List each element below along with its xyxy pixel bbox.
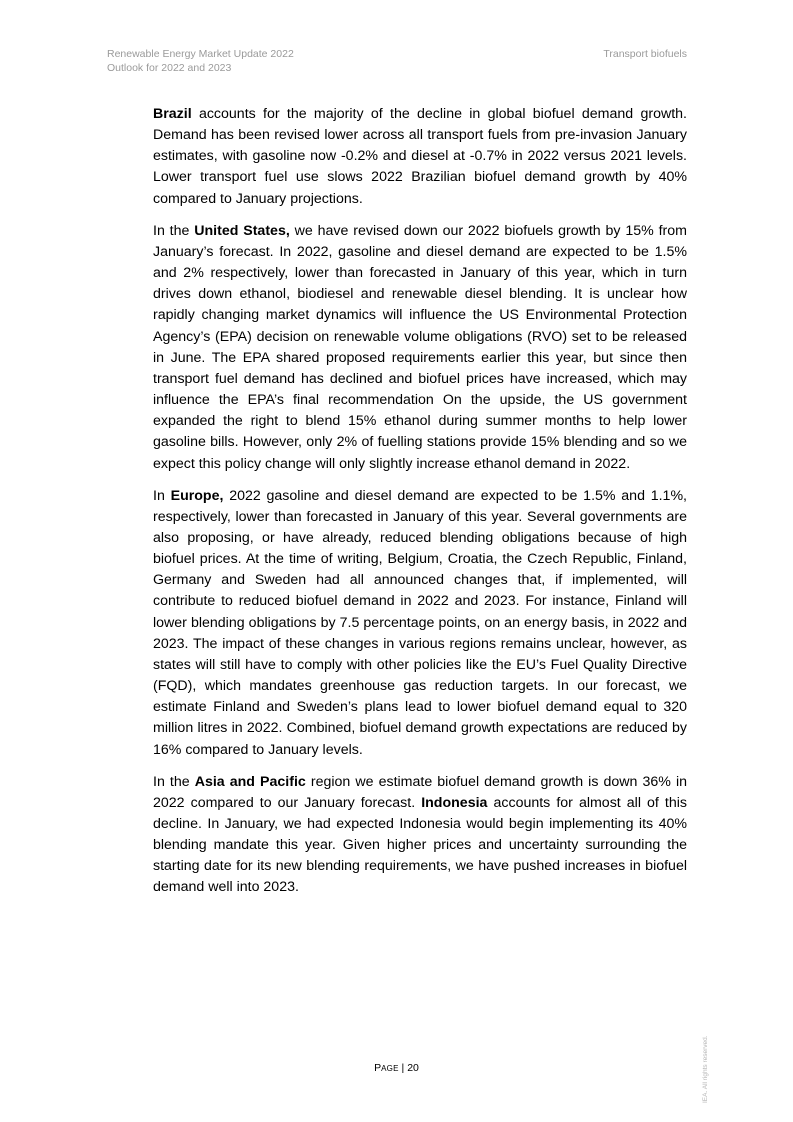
bold-term: United States, xyxy=(194,222,290,239)
paragraph-text: region we estimate biofuel demand growth is down 36% in 2022 compared to our January forecast. xyxy=(153,773,687,811)
paragraph-lead: In xyxy=(153,487,171,504)
page-separator: | xyxy=(398,1062,408,1074)
paragraph-text: accounts for almost all of this decline. In January, we had expected Indonesia would begin implementing its 40% blending mandate this year. Given higher prices and uncertainty surrounding the starting date for its new blending requirements, we have pushed increases in biofuel demand well into 2023. xyxy=(153,794,687,896)
bold-term: Brazil xyxy=(153,106,192,122)
page-footer xyxy=(0,1062,793,1074)
page-label-rest: AGE xyxy=(381,1064,399,1073)
copyright-notice: IEA. All rights reserved. xyxy=(702,1035,709,1103)
bold-term: Europe, xyxy=(170,487,224,504)
paragraph-text: 2022 gasoline and diesel demand are expected to be 1.5% and 1.1%, respectively, lower than forecasted in January of this year. Several governments are also proposing, or have already, reduced blending obligations because of high biofuel prices. At the time of writing, Belgium, Croatia, the Czech Republic, Finland, Germany and Sweden had all announced changes that, if implemented, will contribute to reduced biofuel demand in 2022 and 2023. For instance, Finland will lower blending obligations by 7.5 percentage points, on an energy basis, in 2022 and 2023. The impact of these changes in various regions remains unclear, however, as states will still have to comply with other policies like the EU’s Fuel Quality Directive (FQD), which mandates greenhouse gas reduction targets. In our forecast, we estimate Finland and Sweden’s plans lead to lower biofuel demand equal to 320 million litres in 2022. Combined, biofuel demand growth expectations are reduced by 16% compared to January levels. xyxy=(153,487,687,758)
bold-term: Indonesia xyxy=(421,794,488,811)
paragraph-text: we have revised down our 2022 biofuels growth by 15% from January’s forecast. In 2022, gasoline and diesel demand are expected to be 1.5% and 2% respectively, lower than forecasted in January of this year, which in turn drives down ethanol, biodiesel and renewable diesel blending. It is unclear how rapidly changing market dynamics will influence the US Environmental Protection Agency’s (EPA) decision on renewable volume obligations (RVO) set to be released in June. The EPA shared proposed requirements earlier this year, but since then transport fuel demand has declined and biofuel prices have increased, which may influence the EPA’s final recommendation On the upside, the US government expanded the right to blend 15% ethanol during summer months to help lower gasoline bills. However, only 2% of fuelling stations provide 15% blending and so we expect this policy change will only slightly increase ethanol demand in 2022. xyxy=(153,222,687,472)
page-label-initial: P xyxy=(374,1062,382,1074)
page-number: 20 xyxy=(407,1062,419,1074)
paragraph-text: accounts for the majority of the decline in global biofuel demand growth. Demand has been revised lower across all transport fuels from pre-invasion January estimates, with gasoline now -0.2% and diesel at -0.7% in 2022 versus 2021 levels. Lower transport fuel use slows 2022 Brazilian biofuel demand growth by 40% compared to January projections. xyxy=(153,106,687,207)
body-text xyxy=(153,104,687,910)
paragraph-asia-pacific xyxy=(153,772,687,899)
paragraph-united-states xyxy=(153,221,687,475)
paragraph-brazil xyxy=(153,104,687,210)
bold-term: Asia and Pacific xyxy=(194,773,306,790)
paragraph-lead: In the xyxy=(153,773,195,790)
running-header-left xyxy=(107,47,294,75)
paragraph-lead: In the xyxy=(153,222,195,239)
paragraph-europe xyxy=(153,486,687,761)
report-title: Renewable Energy Market Update 2022 xyxy=(107,48,294,60)
report-subtitle: Outlook for 2022 and 2023 xyxy=(107,62,232,74)
section-title: Transport biofuels xyxy=(603,48,687,60)
